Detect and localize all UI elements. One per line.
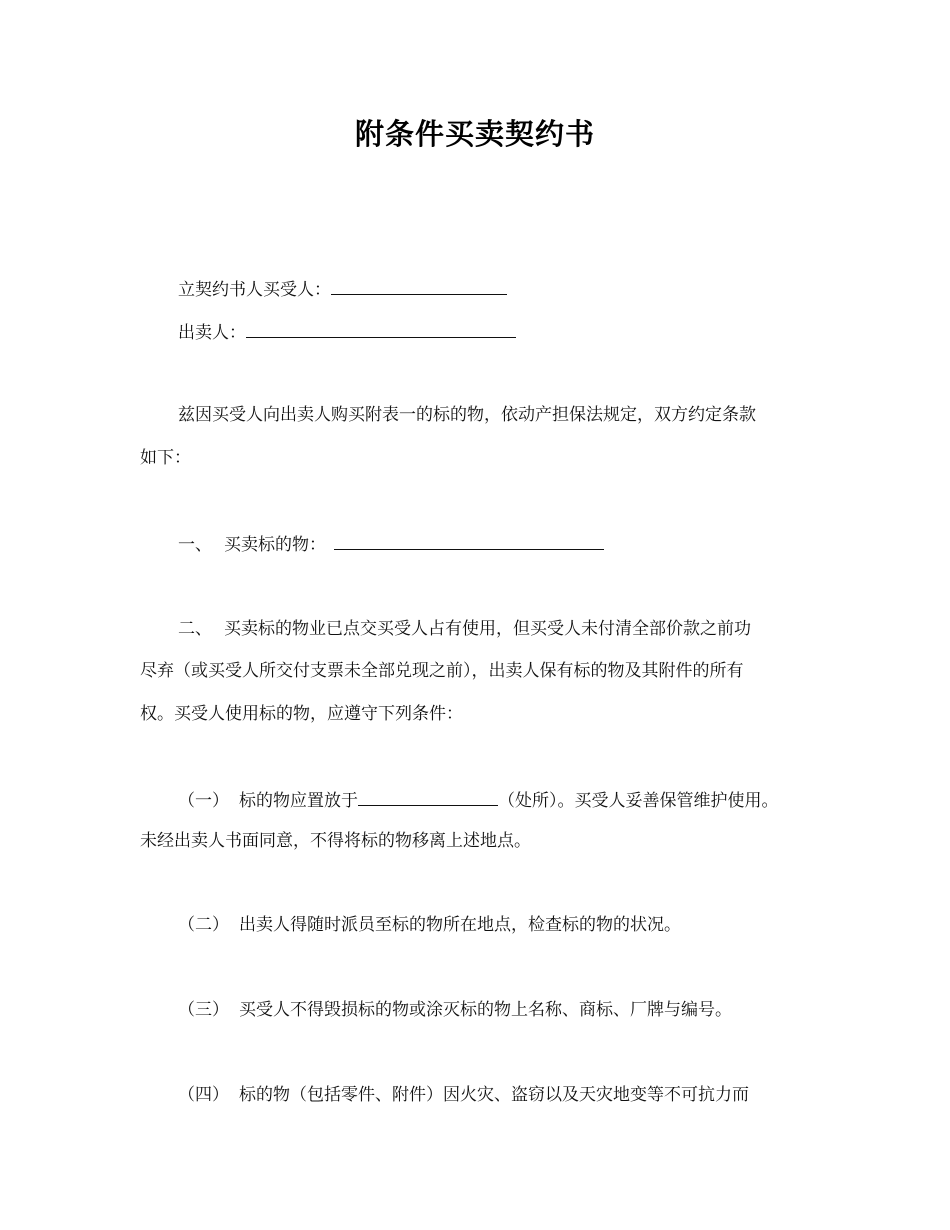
clause-2-text-1: 买卖标的物业已点交买受人占有使用，但买受人未付清全部价款之前功 <box>224 619 751 639</box>
buyer-blank[interactable] <box>331 276 507 295</box>
clause-2-line-2: 尽弃（或买受人所交付支票未全部兑现之前），出卖人保有标的物及其附件的所有 <box>140 661 744 681</box>
clause-2-number: 二、 <box>178 619 212 639</box>
sub-clause-4 <box>178 1083 749 1107</box>
sub-clause-1-line-2: 未经出卖人书面同意，不得将标的物移离上述地点。 <box>140 831 531 851</box>
preamble-line-2: 如下： <box>140 448 191 468</box>
preamble-line-1: 兹因买受人向出卖人购买附表一的标的物，依动产担保法规定，双方约定条款 <box>178 405 756 425</box>
buyer-line <box>178 276 507 302</box>
sub-clause-4-number: （四） <box>178 1085 229 1105</box>
sub-clause-2-number: （二） <box>178 915 229 935</box>
clause-1-text: 买卖标的物： <box>224 535 326 555</box>
sub-clause-1-text-after: （处所）。买受人妥善保管维护使用。 <box>498 791 779 811</box>
clause-2-line-1 <box>178 617 751 641</box>
sub-clause-4-text: 标的物（包括零件、附件）因火灾、盗窃以及天灾地变等不可抗力而 <box>239 1085 749 1105</box>
clause-2-line-3: 权。买受人使用标的物，应遵守下列条件： <box>140 704 463 724</box>
sub-clause-3 <box>178 998 732 1022</box>
subject-matter-blank[interactable] <box>334 531 604 550</box>
sub-clause-1-number: （一） <box>178 791 229 811</box>
seller-blank[interactable] <box>246 319 516 338</box>
buyer-label: 立契约书人买受人： <box>178 280 331 300</box>
document-title: 附条件买卖契约书 <box>354 117 595 151</box>
location-blank[interactable] <box>358 787 498 806</box>
sub-clause-3-text: 买受人不得毁损标的物或涂灭标的物上名称、商标、厂牌与编号。 <box>239 1000 732 1020</box>
clause-1-number: 一、 <box>178 535 212 555</box>
seller-line <box>178 319 516 345</box>
clause-1 <box>178 531 604 557</box>
sub-clause-2-text: 出卖人得随时派员至标的物所在地点，检查标的物的状况。 <box>239 915 681 935</box>
sub-clause-3-number: （三） <box>178 1000 229 1020</box>
sub-clause-2 <box>178 913 681 937</box>
seller-label: 出卖人： <box>178 323 246 343</box>
sub-clause-1-text-before: 标的物应置放于 <box>239 791 358 811</box>
sub-clause-1 <box>178 787 779 813</box>
